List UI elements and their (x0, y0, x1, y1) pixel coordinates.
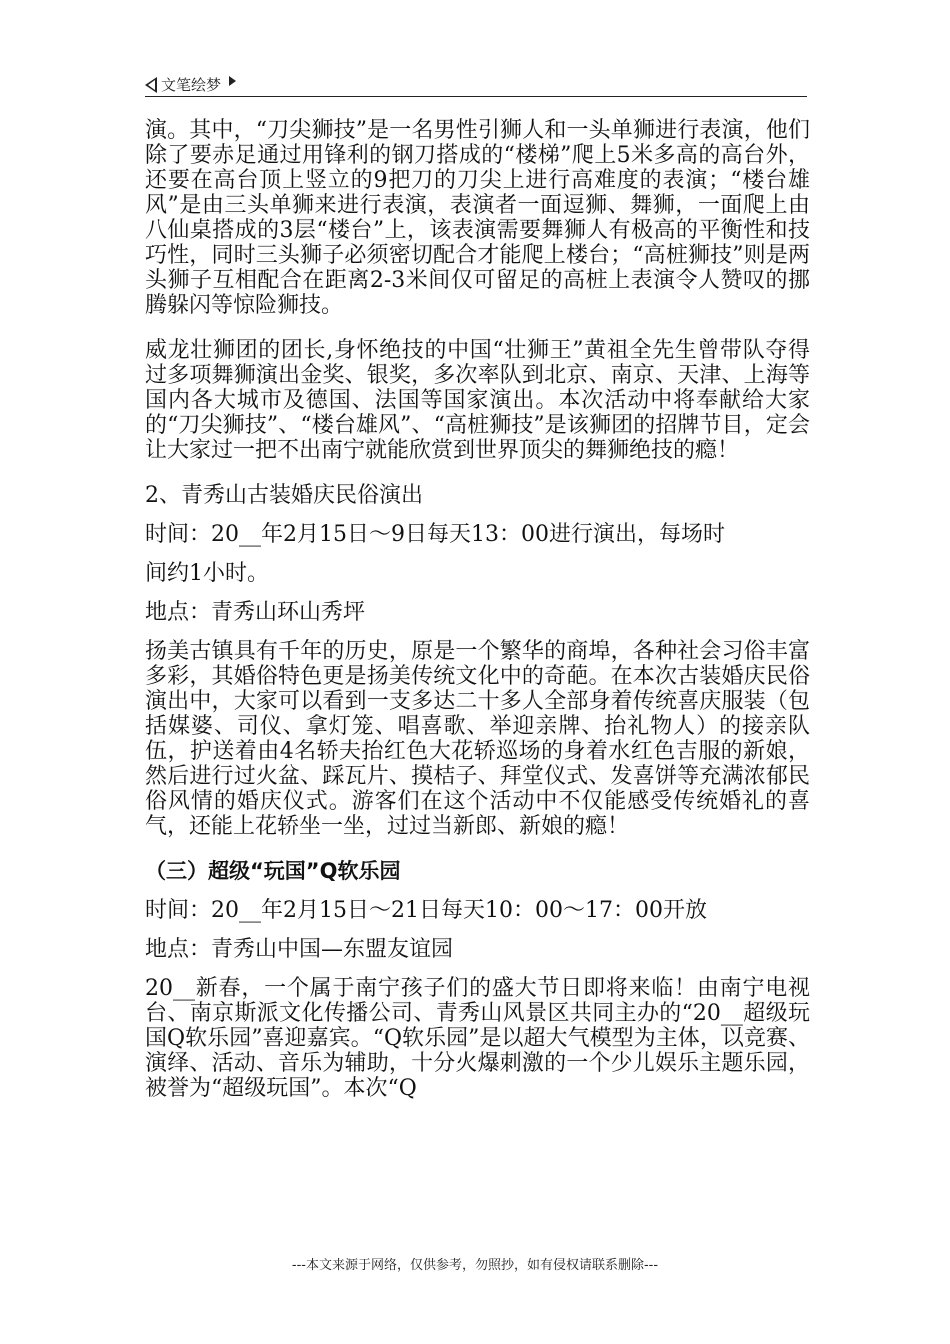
right-triangle-icon (229, 76, 236, 86)
section-title-wedding: 2、青秀山古装婚庆民俗演出 (145, 483, 423, 508)
left-triangle-icon (145, 77, 157, 93)
park-time: 时间：20__年2月15日～21日每天10：00～17：00开放 (145, 898, 707, 923)
brand-name: 文笔绘梦 (161, 76, 222, 94)
page-header (145, 72, 807, 97)
section-heading-park: （三）超级“玩国”Q软乐园 (145, 859, 401, 883)
wedding-time-duration: 间约1小时。 (145, 561, 269, 586)
paragraph-lion-troupe: 威龙壮狮团的团长,身怀绝技的中国“壮狮王”黄祖全先生曾带队夺得过多项舞狮演出金奖、银奖，多次率队到北京、南京、天津、上海等国内各大城市及德国、法国等国家演出。本次活动中将奉献给大家的“刀尖狮技”、“楼台雄风”、“高桩狮技”是该狮团的招牌节目，定会让大家过一把不出南宁就能欣赏到世界顶尖的舞狮绝技的瘾！ (145, 338, 810, 463)
brand-logo (145, 74, 236, 95)
paragraph-park: 20__新春，一个属于南宁孩子们的盛大节日即将来临！由南宁电视台、南京斯派文化传播公司、青秀山风景区共同主办的“20__超级玩国Q软乐园”喜迎嘉宾。“Q软乐园”是以超大气模型为主体，以竞赛、演绎、活动、音乐为辅助，十分火爆刺激的一个少儿娱乐主题乐园，被誉为“超级玩国”。本次“Q (145, 976, 810, 1101)
park-location: 地点：青秀山中国—东盟友谊园 (145, 937, 454, 962)
paragraph-lion-acts: 演。其中，“刀尖狮技”是一名男性引狮人和一头单狮进行表演，他们除了要赤足通过用锋利的钢刀搭成的“楼梯”爬上5米多高的高台外，还要在高台顶上竖立的9把刀的刀尖上进行高难度的表演；“楼台雄风”是由三头单狮来进行表演，表演者一面逗狮、舞狮，一面爬上由八仙桌搭成的3层“楼台”上，该表演需要舞狮人有极高的平衡性和技巧性，同时三头狮子必须密切配合才能爬上楼台；“高桩狮技”则是两头狮子互相配合在距离2-3米间仅可留足的高桩上表演令人赞叹的挪腾躲闪等惊险狮技。 (145, 118, 810, 318)
paragraph-wedding: 扬美古镇具有千年的历史，原是一个繁华的商埠，各种社会习俗丰富多彩，其婚俗特色更是扬美传统文化中的奇葩。在本次古装婚庆民俗演出中，大家可以看到一支多达二十多人全部身着传统喜庆服装（包括媒婆、司仪、拿灯笼、唱喜歌、举迎亲牌、抬礼物人）的接亲队伍，护送着由4名轿夫抬红色大花轿巡场的身着水红色吉服的新娘，然后进行过火盆、踩瓦片、摸桔子、拜堂仪式、发喜饼等充满浓郁民俗风情的婚庆仪式。游客们在这个活动中不仅能感受传统婚礼的喜气，还能上花轿坐一坐，过过当新郎、新娘的瘾！ (145, 639, 810, 839)
wedding-time: 时间：20__年2月15日～9日每天13：00进行演出，每场时 (145, 522, 725, 547)
wedding-location: 地点：青秀山环山秀坪 (145, 600, 366, 625)
document-body (145, 118, 810, 1121)
source-notice: ---本文来源于网络，仅供参考，勿照抄，如有侵权请联系删除--- (291, 1258, 659, 1273)
